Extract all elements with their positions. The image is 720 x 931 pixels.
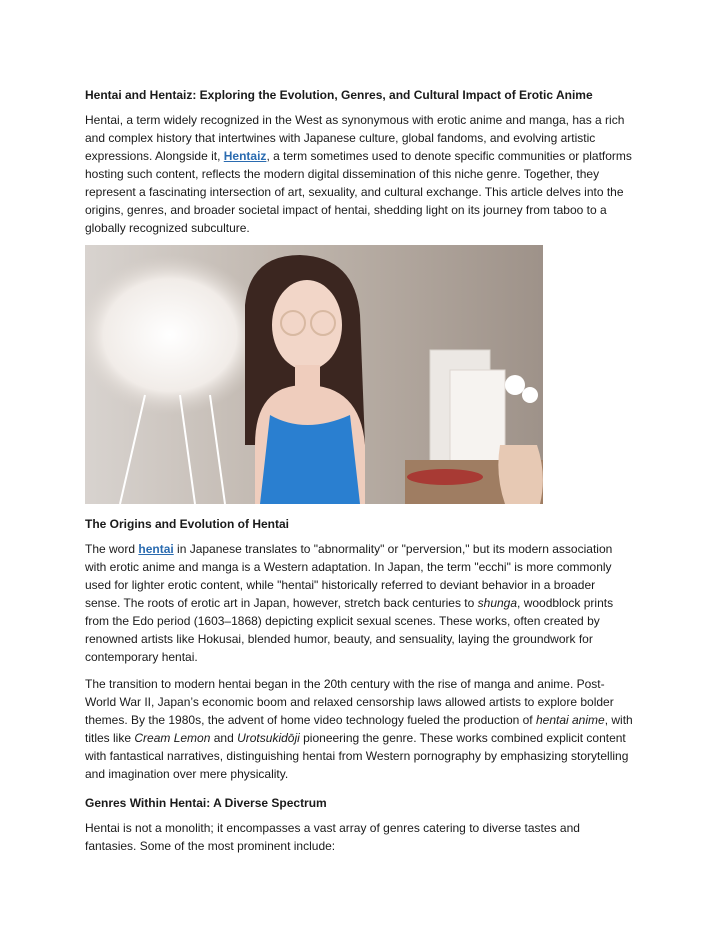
- article-body: [85, 86, 633, 864]
- origins-p2-after: pioneering the genre. These works combined explicit content with fantastical narratives, distinguishing hentai from Western pornography by emphasizing storytelling and imagination over mere physicality.: [85, 731, 629, 781]
- origins-paragraph-2: [85, 675, 633, 783]
- origins-p1-italic: shunga: [477, 596, 518, 610]
- article-title: Hentai and Hentaiz: Exploring the Evolution, Genres, and Cultural Impact of Erotic Anime: [85, 88, 593, 102]
- section-heading-origins: The Origins and Evolution of Hentai: [85, 517, 290, 531]
- origins-p2-before: The transition to modern hentai began in the 20th century with the rise of manga and anime. Post-World War II, Japan’s economic boom and relaxed censorship laws allowed artists to explore bolder themes. By the 1980s, the advent of home video technology fueled the production of: [85, 677, 614, 727]
- origins-p2-italic-3: Urotsukidōji: [237, 731, 300, 745]
- origins-p1-mid: in Japanese translates to "abnormality" or "perversion," but its modern association with erotic anime and manga is a Western adaptation. In Japan, the term "ecchi" is more commonly used for lighter erotic content, while "hentai" historically referred to deviant behavior in a broader sense. The roots of erotic art in Japan, however, stretch back centuries to: [85, 542, 613, 610]
- section-heading-genres: Genres Within Hentai: A Diverse Spectrum: [85, 796, 327, 810]
- origins-p2-mid-2: and: [210, 731, 238, 745]
- origins-p2-italic-2: Cream Lemon: [134, 731, 211, 745]
- genres-paragraph-1: Hentai is not a monolith; it encompasses a vast array of genres catering to diverse tastes and fantasies. Some of the most prominent include:: [85, 821, 580, 853]
- hentai-link[interactable]: hentai: [138, 542, 174, 556]
- origins-p1-before: The word: [85, 542, 139, 556]
- intro-paragraph: [85, 111, 633, 237]
- origins-p1-after: , woodblock prints from the Edo period (1603–1868) depicting explicit sexual scenes. These works, often created by renowned artists like Hokusai, blended humor, beauty, and sensuality, laying the groundwork for contemporary hentai.: [85, 596, 614, 664]
- article-photo: [85, 245, 543, 504]
- hentaiz-link[interactable]: Hentaiz: [223, 149, 267, 163]
- photo-illustration: [85, 245, 543, 504]
- intro-text-before: Hentai, a term widely recognized in the West as synonymous with erotic anime and manga, has a rich and complex history that intertwines with Japanese culture, global fandoms, and evolving artistic expressions. Alongside it,: [85, 113, 625, 163]
- origins-p2-mid-1: , with titles like: [85, 713, 633, 745]
- origins-p2-italic-1: hentai anime: [535, 713, 605, 727]
- origins-paragraph-1: [85, 540, 633, 666]
- intro-text-after: , a term sometimes used to denote specific communities or platforms hosting such content, reflects the modern digital dissemination of this niche genre. Together, they represent a fascinating intersection of art, sexuality, and cultural exchange. This article delves into the origins, genres, and broader societal impact of hentai, shedding light on its journey from taboo to a globally recognized subculture.: [85, 149, 632, 235]
